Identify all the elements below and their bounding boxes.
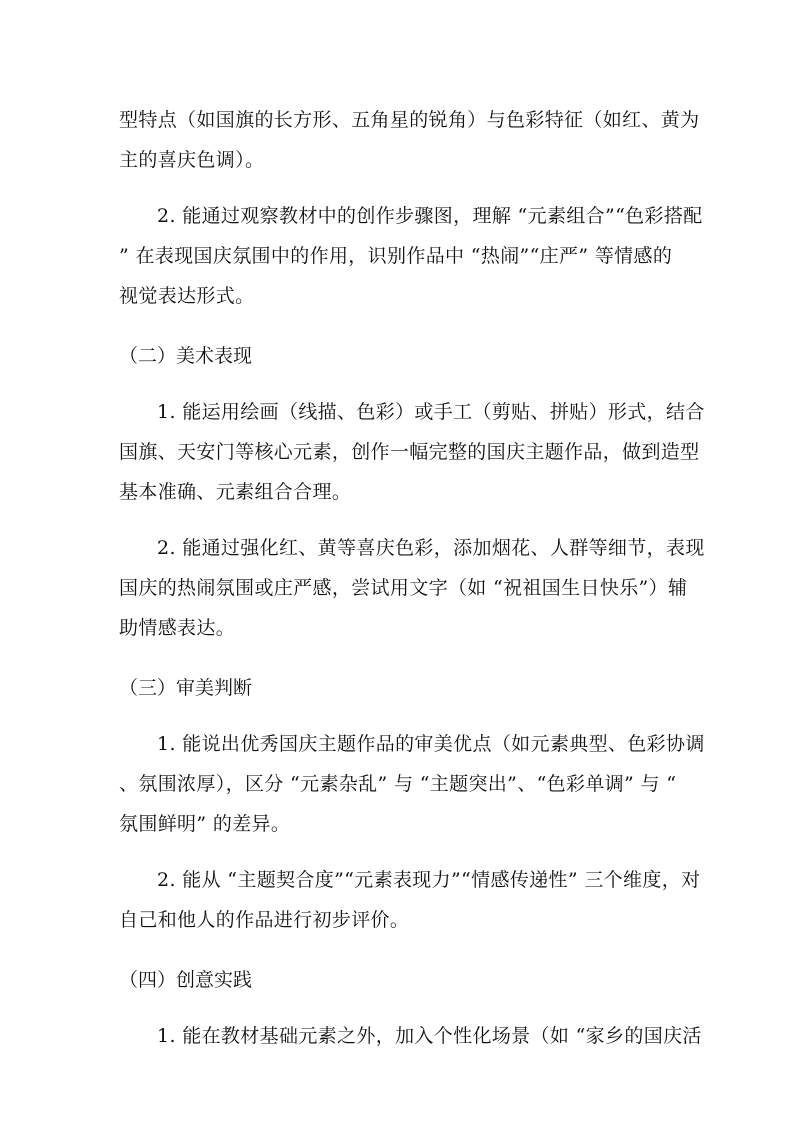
paragraph-2-2: [119, 528, 705, 648]
text-line: 国庆的热闹氛围或庄严感，尝试用文字（如 “祝祖国生日快乐”）辅: [119, 577, 688, 599]
text-line: 、氛围浓厚），区分 “元素杂乱” 与 “主题突出”、“色彩单调” 与 “: [119, 773, 677, 795]
paragraph-3-1: [119, 724, 705, 844]
paragraph-2-1: [119, 392, 705, 512]
section-heading-aesthetic-judgment: （三）审美判断: [119, 677, 253, 699]
text-line: 1. 能运用绘画（线描、色彩）或手工（剪贴、拼贴）形式，结合: [157, 401, 705, 423]
section-heading-art-expression: （二）美术表现: [119, 345, 253, 367]
text-line: 1. 能在教材基础元素之外，加入个性化场景（如 “家乡的国庆活: [157, 1025, 702, 1047]
text-line: 基本准确、元素组合合理。: [119, 481, 352, 503]
paragraph-intro-continuation: [119, 100, 700, 180]
text-line: 1. 能说出优秀国庆主题作品的审美优点（如元素典型、色彩协调: [157, 733, 705, 755]
text-line: 2. 能通过强化红、黄等喜庆色彩，添加烟花、人群等细节，表现: [157, 537, 705, 559]
text-line: ” 在表现国庆氛围中的作用，识别作品中 “热闹”“庄严” 等情感的: [119, 245, 673, 267]
text-line: 助情感表达。: [119, 617, 236, 639]
text-line: 氛围鲜明” 的差异。: [119, 813, 291, 835]
text-line: 型特点（如国旗的长方形、五角星的锐角）与色彩特征（如红、黄为: [119, 109, 700, 131]
paragraph-3-2: [119, 860, 701, 940]
text-line: 国旗、天安门等核心元素，创作一幅完整的国庆主题作品，做到造型: [119, 441, 700, 463]
text-line: 2. 能从 “主题契合度”“元素表现力”“情感传递性” 三个维度，对: [157, 869, 701, 891]
text-line: 视觉表达形式。: [119, 285, 255, 307]
paragraph-4-1: [119, 1016, 702, 1056]
paragraph-1-2: [119, 196, 703, 316]
text-line: 自己和他人的作品进行初步评价。: [119, 909, 410, 931]
section-heading-creative-practice: （四）创意实践: [119, 969, 253, 991]
text-line: 主的喜庆色调）。: [119, 149, 265, 171]
text-line: 2. 能通过观察教材中的创作步骤图，理解 “元素组合”“色彩搭配: [157, 205, 703, 227]
